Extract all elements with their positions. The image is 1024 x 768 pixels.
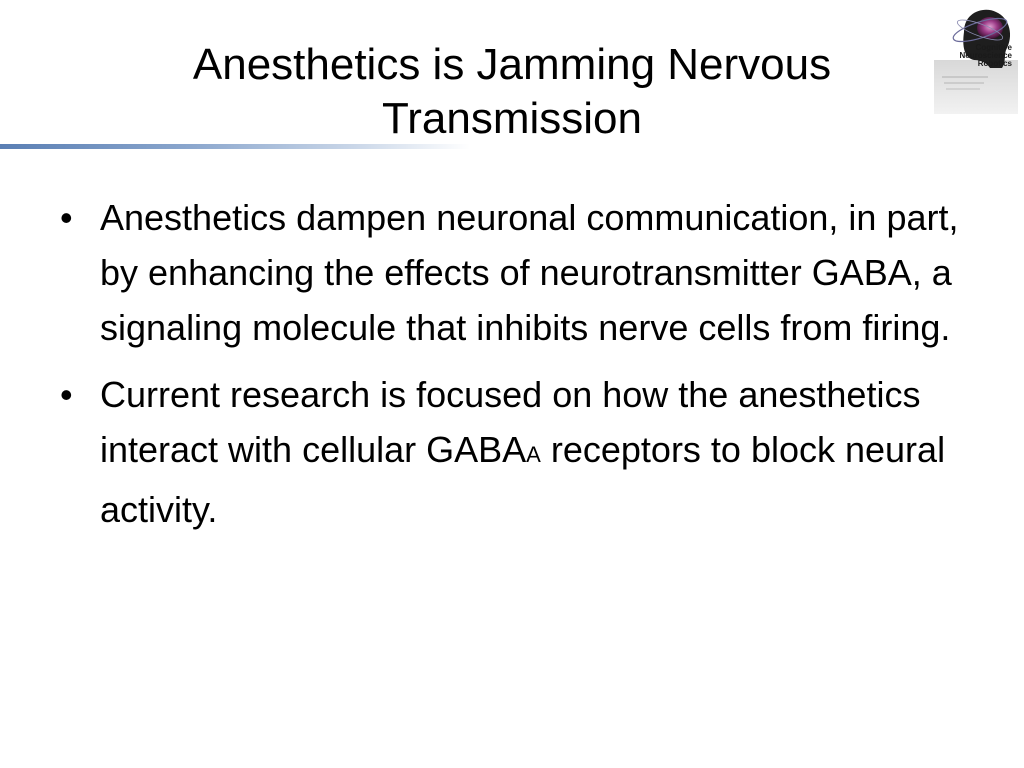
title-accent-line: [0, 144, 470, 149]
bullet-dot-icon: •: [60, 374, 73, 415]
bullet-item: [58, 190, 968, 355]
logo-text-line1: Cognitive: [975, 43, 1012, 52]
bullet-text: Current research is focused on how the anesthetics interact with cellular GABA: [100, 374, 921, 470]
bullet-list: [58, 190, 968, 549]
bullet-item: [58, 367, 968, 537]
brain-logo-icon: [934, 2, 1018, 114]
bullet-text: Anesthetics dampen neuronal communication, in part, by enhancing the effects of neurotransmitter GABA, a signaling molecule that inhibits nerve cells from firing.: [100, 197, 959, 348]
bullet-text-continued: receptors to block neural activity.: [100, 429, 946, 530]
subscript-a: A: [526, 442, 541, 467]
slide-title: Anesthetics is Jamming Nervous Transmission: [192, 40, 832, 143]
logo-text-line2: Neuroscience: [959, 51, 1012, 60]
logo-text-line3: Robotics: [977, 59, 1012, 68]
bullet-dot-icon: •: [60, 197, 73, 238]
